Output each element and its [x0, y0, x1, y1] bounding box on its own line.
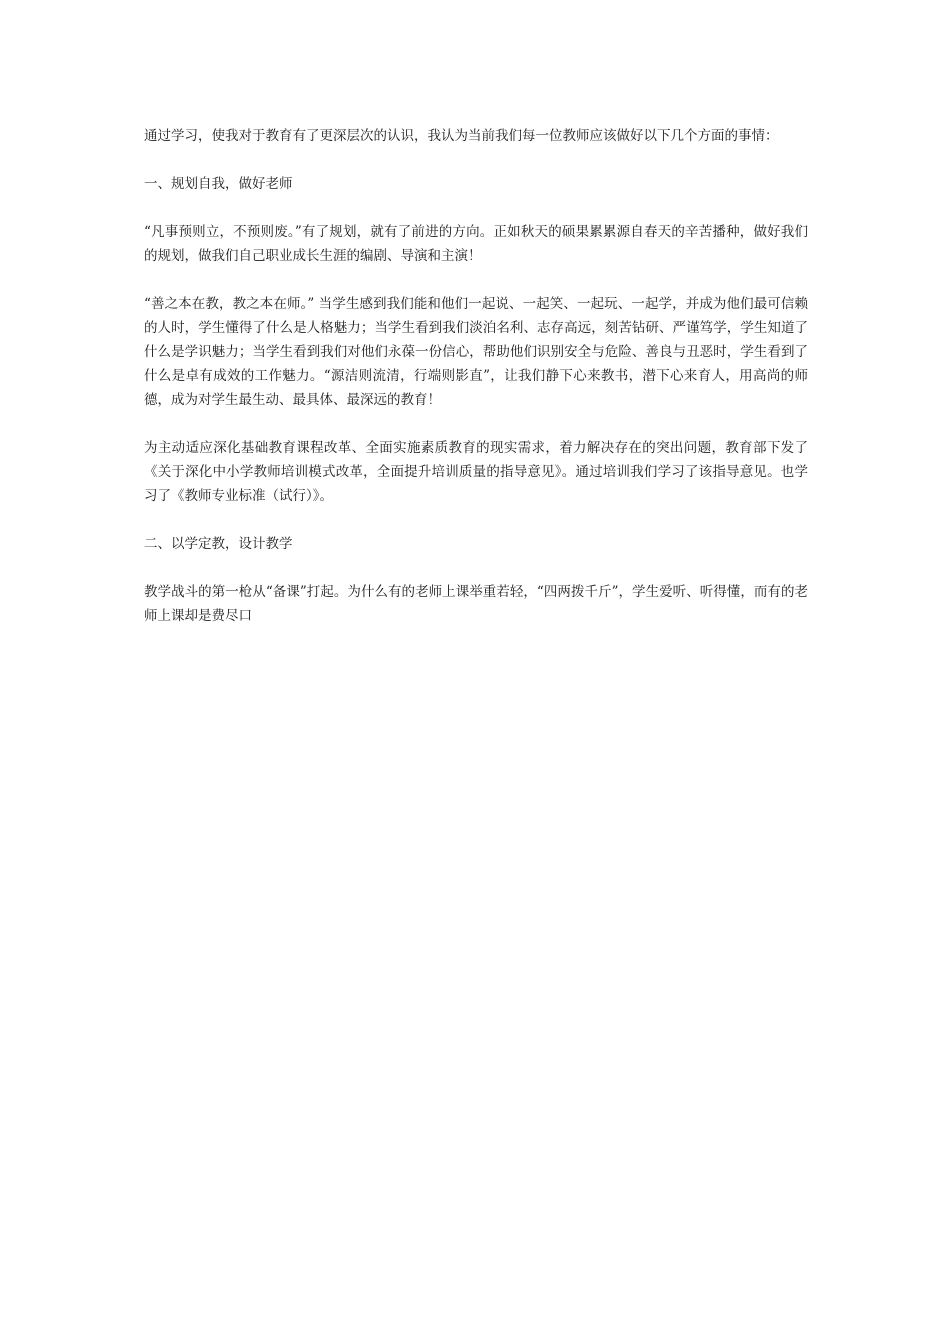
paragraph-teacher-charm: “善之本在教，教之本在师。” 当学生感到我们能和他们一起说、一起笑、一起玩、一起学，并成为他们最可信赖的人时，学生懂得了什么是人格魅力；当学生看到我们淡泊名利、志存高远，刻苦钻研、严谨笃学，学生知道了什么是学识魅力；当学生看到我们对他们永葆一份信心，帮助他们识别安全与危险、善良与丑恶时，学生看到了什么是卓有成效的工作魅力。“源洁则流清，行端则影直”，让我们静下心来教书，潜下心来育人，用高尚的师德，成为对学生最生动、最具体、最深远的教育！: [144, 296, 808, 408]
paragraph-planning: “凡事预则立，不预则废。”有了规划，就有了前进的方向。正如秋天的硕果累累源自春天的辛苦播种，做好我们的规划，做我们自己职业成长生涯的编剧、导演和主演！: [144, 224, 808, 264]
intro-paragraph: 通过学习，使我对于教育有了更深层次的认识，我认为当前我们每一位教师应该做好以下几个方面的事情：: [144, 128, 779, 144]
section-heading-1: 一、规划自我，做好老师: [144, 176, 293, 192]
document-body: [144, 124, 808, 652]
paragraph-lesson-prep: 教学战斗的第一枪从“备课”打起。为什么有的老师上课举重若轻，“四两拨千斤”，学生爱听、听得懂，而有的老师上课却是费尽口: [144, 584, 808, 624]
paragraph-training-guidance: 为主动适应深化基础教育课程改革、全面实施素质教育的现实需求，着力解决存在的突出问题，教育部下发了《关于深化中小学教师培训模式改革，全面提升培训质量的指导意见》。通过培训我们学习了该指导意见。也学习了《教师专业标准（试行）》。: [144, 440, 808, 504]
section-heading-2: 二、以学定教，设计教学: [144, 536, 293, 552]
